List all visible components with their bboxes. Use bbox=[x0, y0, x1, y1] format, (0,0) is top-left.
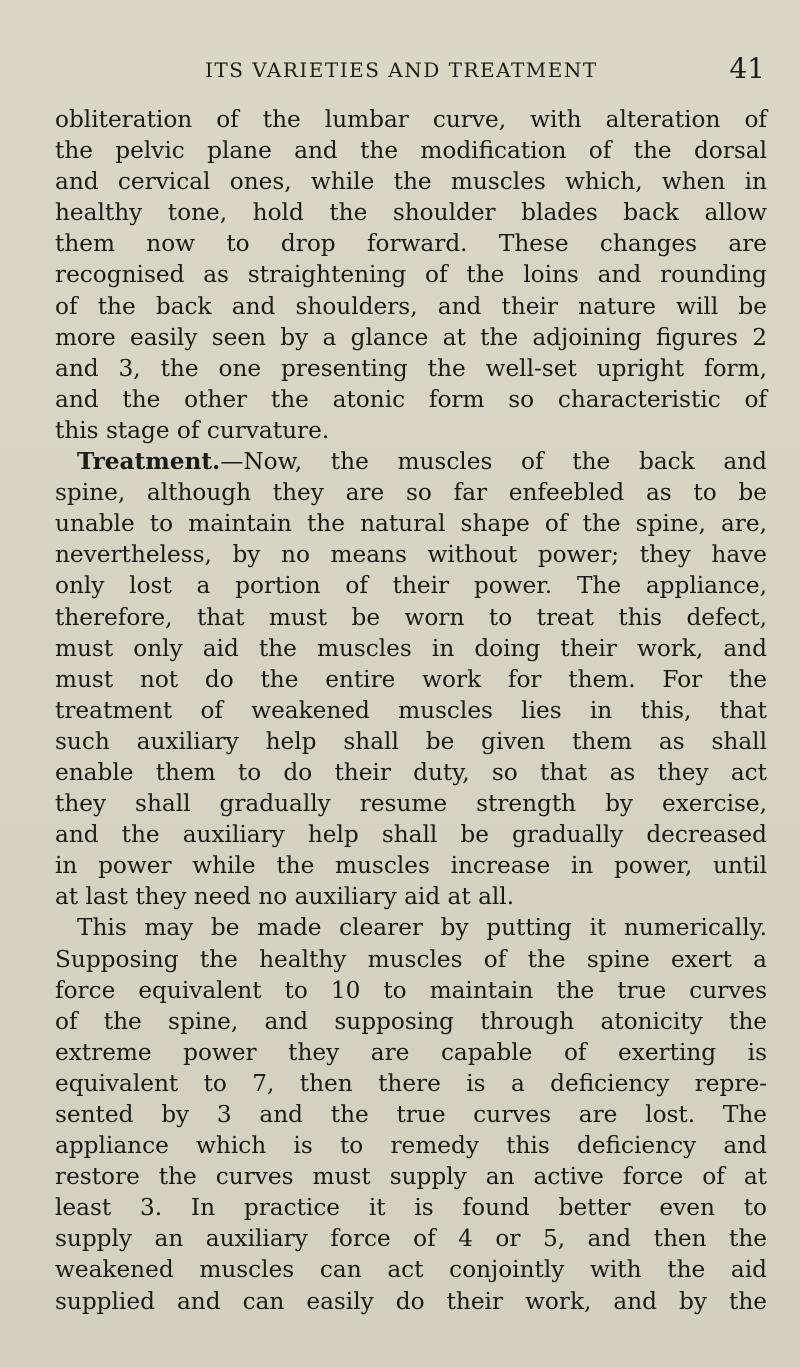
text-line: must not do the entire work for them. For the bbox=[55, 665, 767, 693]
text-line: in power while the muscles increase in power, until bbox=[55, 852, 767, 880]
text-line bbox=[55, 446, 767, 477]
text-line: weakened muscles can act conjointly with the aid bbox=[55, 1256, 767, 1284]
text-line: at last they need no auxiliary aid at all. bbox=[55, 883, 515, 911]
text-line: them now to drop forward. These changes are bbox=[55, 230, 767, 258]
text-run: —Now, the muscles of the back and bbox=[220, 448, 767, 476]
text-line: unable to maintain the natural shape of the spine, are, bbox=[55, 510, 767, 538]
text-line: of the spine, and supposing through atonicity the bbox=[55, 1007, 767, 1035]
text-line: the pelvic plane and the modification of the dorsal bbox=[55, 137, 767, 165]
page-number: 41 bbox=[729, 52, 765, 85]
text-line: and 3, the one presenting the well-set upright form, bbox=[55, 354, 767, 382]
text-line: spine, although they are so far enfeebled as to be bbox=[55, 479, 767, 507]
running-head: ITS VARIETIES AND TREATMENT bbox=[205, 58, 598, 82]
text-line: obliteration of the lumbar curve, with alteration of bbox=[55, 106, 767, 133]
text-line: equivalent to 7, then there is a deficiency repre- bbox=[55, 1069, 767, 1097]
text-line: sented by 3 and the true curves are lost. The bbox=[55, 1101, 767, 1128]
text-line: treatment of weakened muscles lies in this, that bbox=[55, 696, 767, 724]
text-line: least 3. In practice it is found better even to bbox=[55, 1194, 767, 1222]
text-line: more easily seen by a glance at the adjoining figures 2 bbox=[55, 323, 767, 351]
text-line: and cervical ones, while the muscles which, when in bbox=[55, 168, 767, 196]
text-line: only lost a portion of their power. The appliance, bbox=[55, 572, 767, 600]
text-line: must only aid the muscles in doing their work, and bbox=[55, 634, 767, 662]
text-line: enable them to do their duty, so that as they act bbox=[55, 758, 767, 786]
text-line: nevertheless, by no means without power; they have bbox=[55, 541, 767, 569]
text-line: this stage of curvature. bbox=[55, 416, 330, 444]
text-line: and the auxiliary help shall be gradually decreased bbox=[55, 821, 767, 849]
text-line: restore the curves must supply an active force of at bbox=[55, 1163, 767, 1191]
text-line: force equivalent to 10 to maintain the true curves bbox=[55, 976, 767, 1004]
text-line: therefore, that must be worn to treat this defect, bbox=[55, 603, 767, 631]
text-line: This may be made clearer by putting it numerically. bbox=[77, 914, 767, 942]
text-line: recognised as straightening of the loins and rounding bbox=[55, 261, 767, 289]
text-line: supplied and can easily do their work, and by the bbox=[55, 1287, 767, 1315]
text-line: of the back and shoulders, and their nature will be bbox=[55, 292, 767, 320]
text-line: Supposing the healthy muscles of the spine exert a bbox=[55, 945, 767, 973]
page-header bbox=[55, 52, 765, 90]
text-line: extreme power they are capable of exerting is bbox=[55, 1038, 767, 1066]
section-heading-treatment: Treatment. bbox=[77, 448, 221, 476]
text-line: they shall gradually resume strength by exercise, bbox=[55, 790, 767, 818]
body-text bbox=[55, 104, 767, 1317]
text-line: healthy tone, hold the shoulder blades back allow bbox=[55, 199, 767, 227]
text-line: appliance which is to remedy this deficiency and bbox=[55, 1132, 767, 1160]
text-line: and the other the atonic form so characteristic of bbox=[55, 385, 767, 413]
text-line: such auxiliary help shall be given them as shall bbox=[55, 727, 767, 755]
text-line: supply an auxiliary force of 4 or 5, and then the bbox=[55, 1225, 767, 1253]
